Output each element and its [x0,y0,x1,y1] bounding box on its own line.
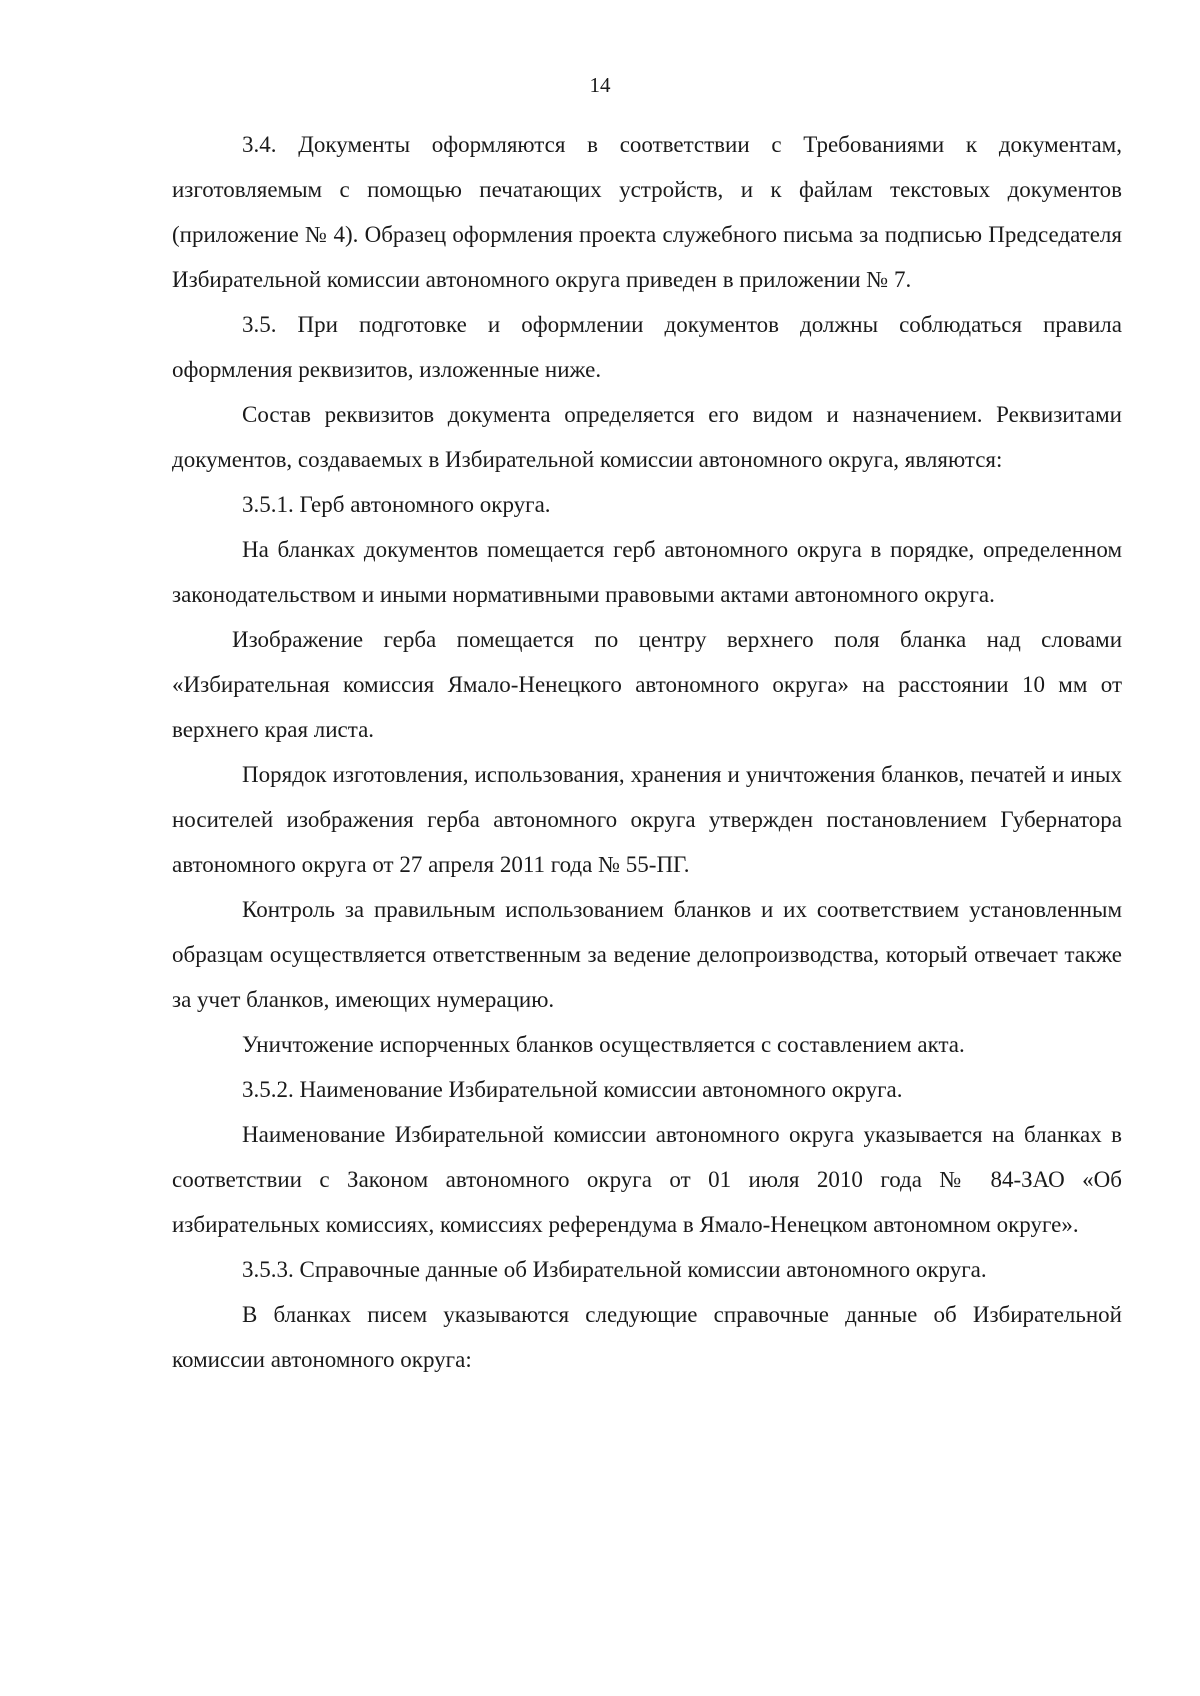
heading-3-5-1: 3.5.1. Герб автономного округа. [242,492,551,517]
page-number: 14 [589,73,611,97]
paragraph-commission-name: Наименование Избирательной комиссии автономного округа указывается на бланках в соответствии с Законом автономного округа от 01 июля 2010 года № 84-ЗАО «Об избирательных комиссиях, комиссиях референдума в Ямало-Ненецком автономном округе». [172,1122,1122,1237]
paragraph-coat-of-arms-image: Изображение герба помещается по центру верхнего поля бланка над словами «Избирательная комиссия Ямало-Ненецкого автономного округа» на расстоянии 10 мм от верхнего края листа. [172,627,1122,742]
paragraph-requisites-composition: Состав реквизитов документа определяется его видом и назначением. Реквизитами документов, создаваемых в Избирательной комиссии автономного округа, являются: [172,402,1122,472]
paragraph-coat-of-arms-placement: На бланках документов помещается герб автономного округа в порядке, определенном законодательством и иными нормативными правовыми актами автономного округа. [172,537,1122,607]
paragraph-reference-data: В бланках писем указываются следующие справочные данные об Избирательной комиссии автономного округа: [172,1302,1122,1372]
paragraph-forms-destruction: Уничтожение испорченных бланков осуществляется с составлением акта. [242,1032,965,1057]
paragraph-3-5: 3.5. При подготовке и оформлении документов должны соблюдаться правила оформления реквизитов, изложенные ниже. [172,312,1122,382]
paragraph-forms-procedure: Порядок изготовления, использования, хранения и уничтожения бланков, печатей и иных носителей изображения герба автономного округа утвержден постановлением Губернатора автономного округа от 27 апреля 2011 года № 55-ПГ. [172,762,1122,877]
paragraph-3-4: 3.4. Документы оформляются в соответствии с Требованиями к документам, изготовляемым с помощью печатающих устройств, и к файлам текстовых документов (приложение № 4). Образец оформления проекта служебного письма за подписью Председателя Избирательной комиссии автономного округа приведен в приложении № 7. [172,132,1122,292]
heading-3-5-2: 3.5.2. Наименование Избирательной комиссии автономного округа. [242,1077,903,1102]
document-body [172,122,1122,1382]
heading-3-5-3: 3.5.3. Справочные данные об Избирательной комиссии автономного округа. [242,1257,987,1282]
paragraph-forms-control: Контроль за правильным использованием бланков и их соответствием установленным образцам осуществляется ответственным за ведение делопроизводства, который отвечает также за учет бланков, имеющих нумерацию. [172,897,1122,1012]
